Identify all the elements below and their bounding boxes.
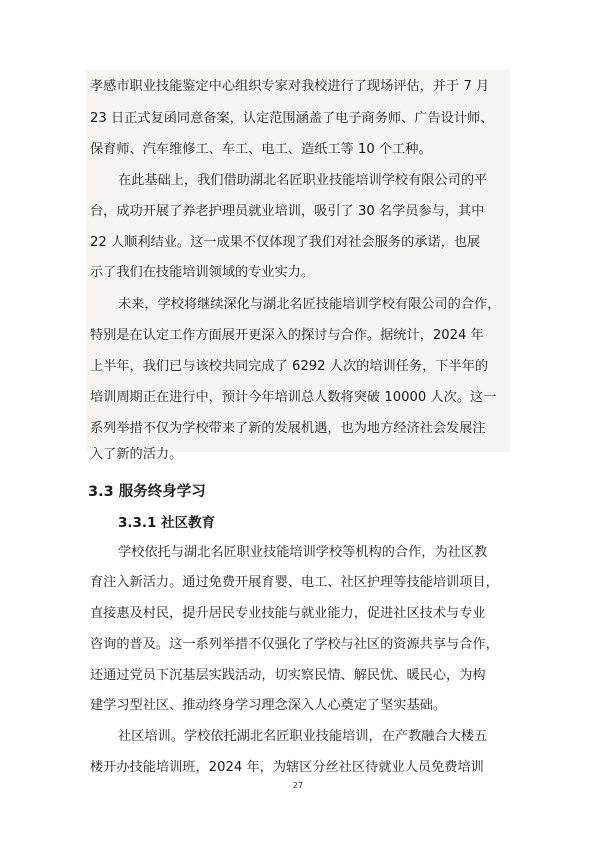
paragraph-line: 在此基础上，我们借助湖北名匠职业技能培训学校有限公司的平 xyxy=(118,173,488,188)
paragraph-line: 培训周期正在进行中，预计今年培训总人数将突破 10000 人次。这一 xyxy=(90,390,497,405)
paragraph-line: 未来，学校将继续深化与湖北名匠技能培训学校有限公司的合作， xyxy=(118,297,501,312)
paragraph-line: 22 人顺利结业。这一成果不仅体现了我们对社会服务的承诺，也展 xyxy=(90,235,481,250)
page-number: 27 xyxy=(292,781,304,790)
paragraph-line: 育注入新活力。通过免费开展育婴、电工、社区护理等技能培训项目， xyxy=(90,575,499,590)
paragraph-line: 入了新的活力。 xyxy=(90,447,183,462)
paragraph-line: 社区培训。学校依托湖北名匠职业技能培训，在产教融合大楼五 xyxy=(118,729,488,744)
paragraph-line: 台，成功开展了养老护理员就业培训，吸引了 30 名学员参与，其中 xyxy=(90,204,485,219)
paragraph-line: 楼开办技能培训班，2024 年，为辖区分丝社区待就业人员免费培训 xyxy=(90,760,484,775)
paragraph-line: 23 日正式复函同意备案，认定范围涵盖了电子商务师、广告设计师、 xyxy=(90,111,494,126)
paragraph-line: 建学习型社区、推动终身学习理念深入人心奠定了坚实基础。 xyxy=(90,698,447,713)
paragraph-line: 上半年，我们已与该校共同完成了 6292 人次的培训任务，下半年的 xyxy=(90,359,489,374)
paragraph-line: 学校依托与湖北名匠职业技能培训学校等机构的合作，为社区教 xyxy=(118,545,488,560)
paragraph-line: 保育师、汽车维修工、车工、电工、造纸工等 10 个工种。 xyxy=(90,142,432,157)
paragraph-line: 孝感市职业技能鉴定中心组织专家对我校进行了现场评估，并于 7 月 xyxy=(90,79,490,94)
paragraph-line: 系列举措不仅为学校带来了新的发展机遇，也为地方经济社会发展注 xyxy=(90,421,486,436)
paragraph-line: 还通过党员下沉基层实践活动，切实察民情、解民忧、暖民心，为构 xyxy=(90,668,486,683)
paragraph-line: 咨询的普及。这一系列举措不仅强化了学校与社区的资源共享与合作， xyxy=(90,637,499,652)
section-heading: 3.3 服务终身学习 xyxy=(88,484,206,500)
paragraph-line: 示了我们在技能培训领域的专业实力。 xyxy=(90,265,315,280)
paragraph-line: 直接惠及村民，提升居民专业技能与就业能力，促进社区技术与专业 xyxy=(90,606,486,621)
subsection-heading: 3.3.1 社区教育 xyxy=(118,515,216,531)
paragraph-line: 特别是在认定工作方面展开更深入的探讨与合作。据统计，2024 年 xyxy=(90,328,484,343)
